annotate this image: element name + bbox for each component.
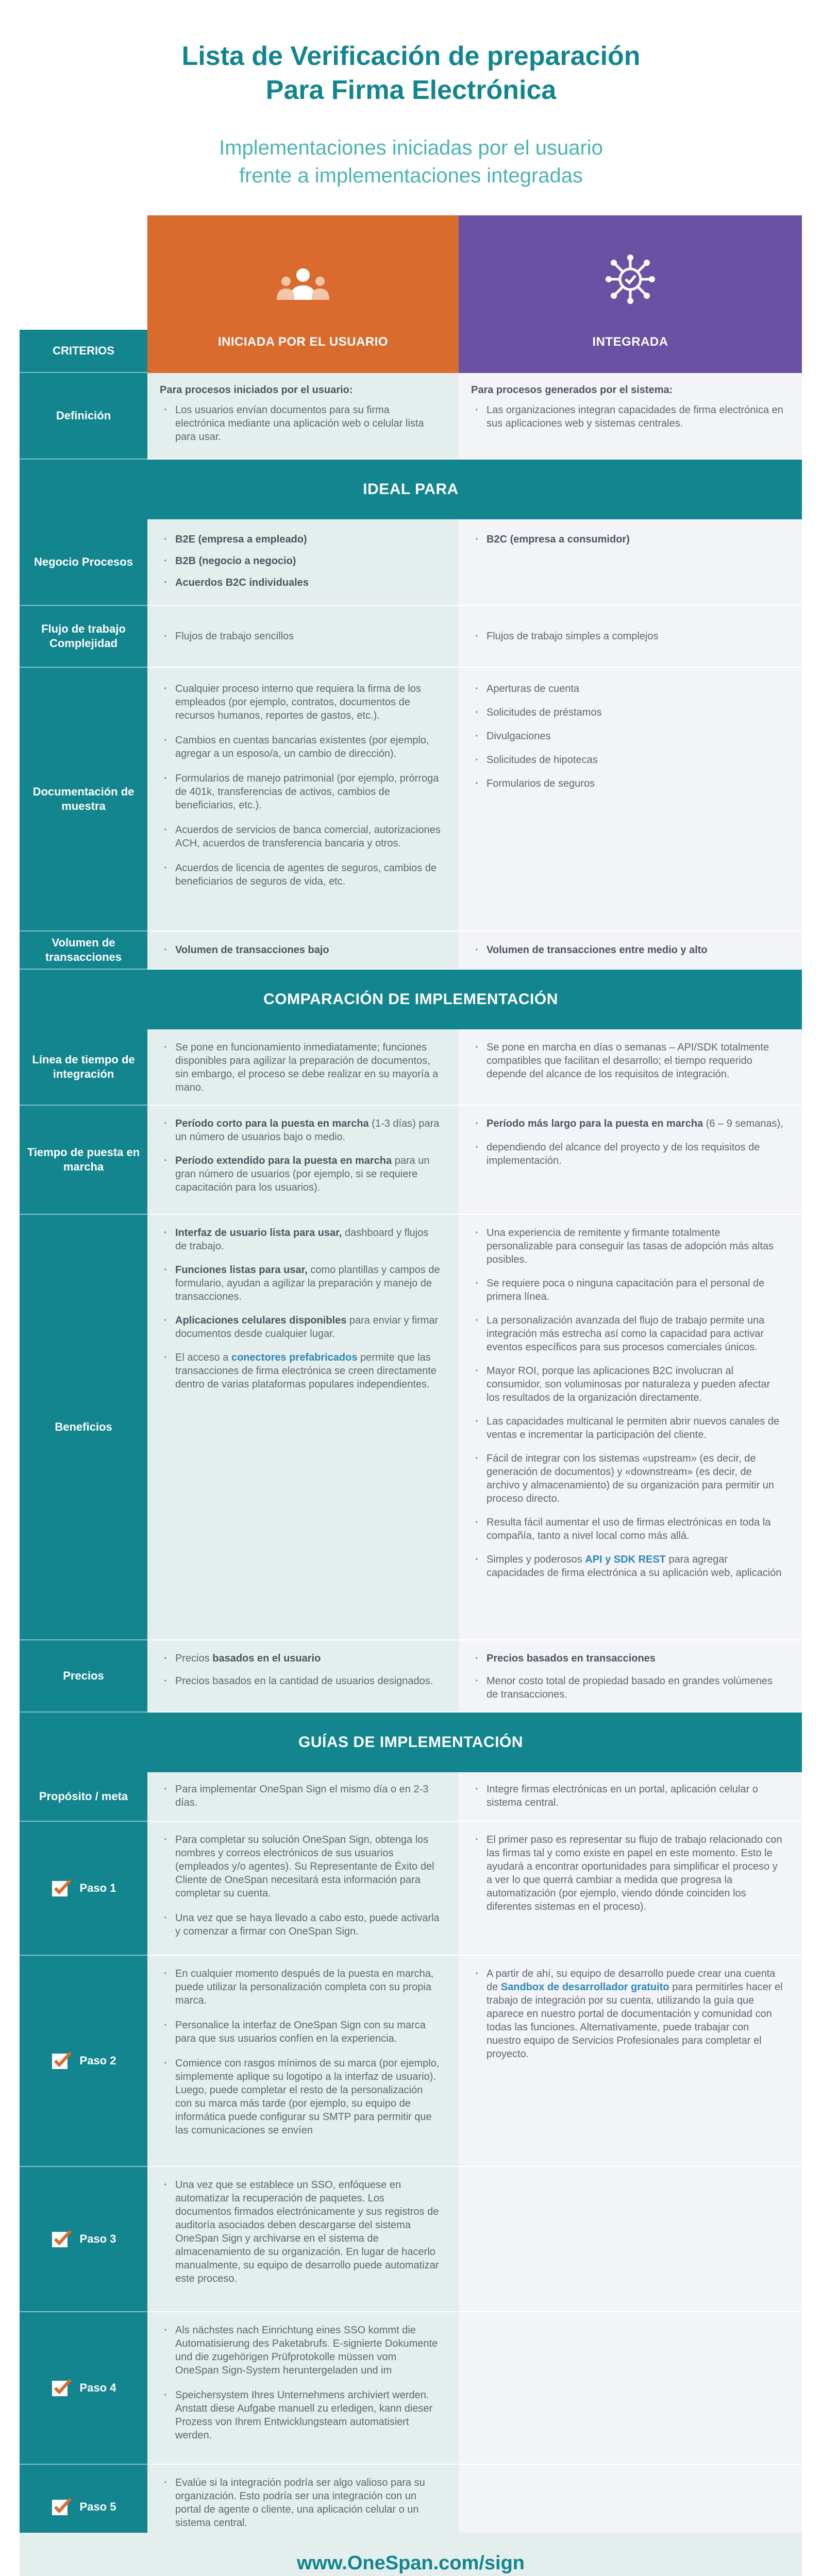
user-cell <box>147 1822 459 1956</box>
checkbox-checked-icon <box>51 2050 73 2071</box>
step-1-row <box>20 1822 802 1956</box>
integrated-cell <box>459 1106 802 1215</box>
list-item <box>160 1263 441 1303</box>
list-item: · Evalúe si la integración podría ser algo valioso para su organización. Esto podría ser una integración con un portal de agente o cliente, una aplicación celular o un sistema central. <box>160 2476 441 2530</box>
title-line-2: Para Firma Electrónica <box>265 75 557 105</box>
title-line-1: Lista de Verificación de preparación <box>181 41 641 71</box>
list-item: · Volumen de transacciones entre medio y alto <box>471 943 708 957</box>
step-2-row <box>20 1956 802 2167</box>
criteria-label: Definición <box>20 373 147 460</box>
list-item <box>471 1967 784 2061</box>
criteria-header-row <box>20 330 802 373</box>
cell-lead: Para procesos generados por el sistema: <box>471 384 673 396</box>
criteria-label: Precios <box>20 1640 147 1713</box>
integrated-column-label: INTEGRADA <box>592 335 668 349</box>
footer-url-link[interactable]: www.OneSpan.com/sign <box>297 2552 525 2574</box>
users-group-icon <box>275 267 331 305</box>
list-item: · La personalización avanzada del flujo de trabajo permite una integración más estrecha así como la capacidad para activar eventos específicos para sus procesos comerciales únicos. <box>471 1314 784 1354</box>
list-item <box>471 1553 784 1580</box>
text: A partir de ahí, su equipo de desarrollo puede crear una cuenta de <box>487 1968 776 1993</box>
user-column-label: INICIADA POR EL USUARIO <box>217 335 389 349</box>
list-item: · Flujos de trabajo simples a complejos <box>471 630 659 643</box>
step-4-row <box>20 2312 802 2465</box>
list-item: · Se pone en funcionamiento inmediatamente; funciones disponibles para agilizar la preparación de documentos, sin embargo, el proceso se debe realizar en su mayoría a mano. <box>160 1041 441 1094</box>
user-cell <box>147 1029 459 1106</box>
text: como plantillas y campos de formulario, ayudan a agilizar la preparación y manejo de transacciones. <box>175 1264 440 1302</box>
page-subtitle <box>0 134 822 190</box>
list-item: · dependiendo del alcance del proyecto y de los requisitos de implementación. <box>471 1141 784 1167</box>
text: Simples y poderosos <box>487 1554 585 1565</box>
list-item: · Una vez que se haya llevado a cabo esto, puede activarla y comenzar a firmar con OneSpan Sign. <box>160 1911 441 1938</box>
benefits-row <box>20 1215 802 1640</box>
list-item: · Flujos de trabajo sencillos <box>160 630 294 643</box>
list-item: · Aperturas de cuenta <box>471 682 784 696</box>
list-item: · Als nächstes nach Einrichtung eines SSO kommt die Automatisierung des Paketabrufs. E-signierte Dokumente und die zugehörigen Prüfprotokolle müssen vom OneSpan Sign-System heruntergeladen und im <box>160 2324 441 2377</box>
list-item: · Resulta fácil aumentar el uso de firmas electrónicas en toda la compañía, tanto a nivel local como más allá. <box>471 1516 784 1543</box>
list-item: · Formularios de seguros <box>471 777 784 790</box>
user-cell <box>147 931 459 970</box>
checkbox-checked-icon <box>51 2229 73 2249</box>
user-cell <box>147 1106 459 1215</box>
text: Precios <box>175 1653 213 1664</box>
list-item: · Para implementar OneSpan Sign el mismo día o en 2-3 días. <box>160 1783 441 1809</box>
user-cell <box>147 1215 459 1640</box>
step-label: Paso 5 <box>79 2500 116 2513</box>
step-label: Paso 4 <box>79 2381 116 2394</box>
footer <box>20 2533 802 2576</box>
integrated-cell <box>459 373 802 460</box>
list-item: · Para completar su solución OneSpan Sign, obtenga los nombres y correos electrónicos de sus usuarios (empleados y/o agentes). Su Representante de Éxito del Cliente de OneSpan necesitará esta información para completar su cuenta. <box>160 1833 441 1900</box>
connectors-link[interactable]: conectores prefabricados <box>231 1352 358 1363</box>
step-1-label <box>20 1822 147 1956</box>
sandbox-link[interactable]: Sandbox de desarrollador gratuito <box>500 1981 669 1993</box>
integrated-cell <box>459 1956 802 2167</box>
criteria-label: Negocio Procesos <box>20 519 147 606</box>
user-cell <box>147 1640 459 1713</box>
business-row <box>20 519 802 606</box>
user-cell <box>147 1956 459 2167</box>
definition-row <box>20 373 802 460</box>
list-item: · Divulgaciones <box>471 730 784 743</box>
integrated-cell <box>459 1640 802 1713</box>
list-item: · Comience con rasgos mínimos de su marca (por ejemplo, simplemente aplique su logotipo a la interfaz de usuario). Luego, puede completar el resto de la personalización con su marca más tarde (por ejemplo, su equipo de informática puede configurar su SMTP para permitir que las comunicaciones se envíen <box>160 2057 441 2137</box>
page-title <box>0 39 822 107</box>
text: para agregar capacidades de firma electrónica a su aplicación web, aplicación <box>487 1554 782 1579</box>
criteria-label: Propósito / meta <box>20 1772 147 1822</box>
list-item: · Acuerdos de servicios de banca comercial, autorizaciones ACH, acuerdos de transferencia bancaria y otros. <box>160 823 441 850</box>
checkbox-checked-icon <box>51 1878 73 1899</box>
list-item: · Se pone en marcha en días o semanas – API/SDK totalmente compatibles que facilitan el desarrollo; el tiempo requerido depende del alcance de los requisitos de integración. <box>471 1041 784 1081</box>
list-item: · Menor costo total de propiedad basado en grandes volúmenes de transacciones. <box>471 1674 784 1701</box>
text: para un gran número de usuarios (por ejemplo, si se requiere capacitación para los usuarios). <box>175 1155 430 1193</box>
list-item: · B2E (empresa a empleado) <box>160 533 441 546</box>
criteria-label: Línea de tiempo de integración <box>20 1029 147 1106</box>
criteria-label: Flujo de trabajo Complejidad <box>20 606 147 668</box>
list-item: · Integre firmas electrónicas en un portal, aplicación celular o sistema central. <box>471 1783 784 1809</box>
blank-corner <box>20 215 147 330</box>
checkbox-checked-icon <box>51 2378 73 2398</box>
section-band-comparison: COMPARACIÓN DE IMPLEMENTACIÓN <box>20 970 802 1029</box>
user-cell <box>147 373 459 460</box>
integrated-cell <box>459 1822 802 1956</box>
user-cell <box>147 2167 459 2312</box>
list-item: · Formularios de manejo patrimonial (por ejemplo, prórroga de 401k, transferencias de activos, cambios de beneficiarios, etc.). <box>160 772 441 812</box>
integrated-column-label-cell <box>459 330 802 373</box>
list-item: · Cualquier proceso interno que requiera la firma de los empleados (por ejemplo, contratos, documentos de recursos humanos, reportes de gastos, etc.). <box>160 682 441 722</box>
subtitle-line-2: frente a implementaciones integradas <box>239 164 583 187</box>
list-item <box>160 1226 441 1253</box>
user-cell <box>147 606 459 668</box>
user-column-label-cell <box>147 330 459 373</box>
list-item: · Fácil de integrar con los sistemas «upstream» (es decir, de generación de documentos) y «downstream» (es decir, de archivo y almacenamiento) de su organización para permitir un proceso directo. <box>471 1452 784 1505</box>
list-item: · Mayor ROI, porque las aplicaciones B2C involucran al consumidor, son voluminosas por naturaleza y pueden afectar los resultados de la organización directamente. <box>471 1364 784 1404</box>
list-item: · Solicitudes de préstamos <box>471 706 784 719</box>
list-item <box>160 1652 441 1665</box>
section-band-guides: GUÍAS DE IMPLEMENTACIÓN <box>20 1713 802 1772</box>
user-cell <box>147 1772 459 1822</box>
list-item: · Las capacidades multicanal le permiten abrir nuevos canales de ventas e incrementar la participación del cliente. <box>471 1415 784 1442</box>
documents-row <box>20 668 802 931</box>
list-item: · Una experiencia de remitente y firmante totalmente personalizable para conseguir las tasas de adopción más altas posibles. <box>471 1226 784 1266</box>
criteria-label: Tiempo de puesta en marcha <box>20 1106 147 1215</box>
list-item: · El primer paso es representar su flujo de trabajo relacionado con las firmas tal y como existe en papel en este momento. Esto le ayudará a encontrar oportunidades para simplificar el proceso y a ver lo que querrá cambiar a medida que progresa la automatización (por ejemplo, viendo dónde coinciden los diferentes sistemas en el proceso). <box>471 1833 784 1913</box>
step-2-label <box>20 1956 147 2167</box>
emphasis: basados en el usuario <box>212 1653 321 1664</box>
volume-row <box>20 931 802 970</box>
list-item: · Se requiere poca o ninguna capacitación para el personal de primera línea. <box>471 1277 784 1303</box>
list-item: · B2B (negocio a negocio) <box>160 554 441 568</box>
integrated-cell <box>459 1215 802 1640</box>
step-3-row <box>20 2167 802 2312</box>
integration-hub-icon <box>605 253 656 305</box>
list-item: · Acuerdos de licencia de agentes de seguros, cambios de beneficiarios de seguros de vida, etc. <box>160 861 441 888</box>
list-item: · Speichersystem Ihres Unternehmens archiviert werden. Anstatt diese Aufgabe manuell zu erledigen, kann dieser Prozess von Ihrem Entwicklungsteam automatisiert werden. <box>160 2388 441 2442</box>
list-item: · Personalice la interfaz de OneSpan Sign con su marca para que sus usuarios confíen en la experiencia. <box>160 2019 441 2045</box>
user-cell <box>147 2312 459 2465</box>
integrated-cell <box>459 2167 802 2312</box>
emphasis: Período corto para la puesta en marcha <box>175 1118 369 1129</box>
integrated-cell <box>459 606 802 668</box>
text: (1-3 días) para un número de usuarios bajo o medio. <box>175 1118 440 1143</box>
integrated-cell <box>459 1029 802 1106</box>
list-item <box>160 1154 441 1194</box>
text: para permitirles hacer el trabajo de integración por su cuenta, utilizando la guía que aparece en nuestro portal de documentación y comunidad con todas las funciones. Alternativamente, puede trabajar con nuestro equipo de Servicios Profesionales para completar el proyecto. <box>487 1981 783 2060</box>
step-4-label <box>20 2312 147 2465</box>
list-item: · B2C (empresa a consumidor) <box>471 533 784 546</box>
header <box>0 0 822 190</box>
list-item: · Una vez que se establece un SSO, enfóquese en automatizar la recuperación de paquetes. Los documentos firmados electrónicamente y sus registros de auditoría asociados deben descargarse del sistema OneSpan Sign y archivarse en el sistema de almacenamiento de su organización. En lugar de hacerlo manualmente, su equipo de desarrollo puede automatizar este proceso. <box>160 2178 441 2285</box>
emphasis: Aplicaciones celulares disponibles <box>175 1315 347 1326</box>
integrated-cell <box>459 519 802 606</box>
golive-row <box>20 1106 802 1215</box>
list-item <box>160 1314 441 1341</box>
user-column-head <box>147 215 459 330</box>
purpose-row <box>20 1772 802 1822</box>
cell-lead: Para procesos iniciados por el usuario: <box>160 384 353 396</box>
list-item: · Volumen de transacciones bajo <box>160 943 329 957</box>
criteria-label: Documentación de muestra <box>20 668 147 931</box>
list-item: · Cambios en cuentas bancarias existentes (por ejemplo, agregar a un esposo/a, un cambio de dirección). <box>160 734 441 760</box>
list-item <box>160 1351 441 1391</box>
step-label: Paso 3 <box>79 2232 116 2245</box>
emphasis: Interfaz de usuario lista para usar, <box>175 1227 342 1239</box>
checklist-table <box>20 215 802 2550</box>
step-3-label <box>20 2167 147 2312</box>
emphasis: Período más largo para la puesta en marcha <box>487 1118 703 1129</box>
integrated-cell <box>459 2312 802 2465</box>
pricing-row <box>20 1640 802 1713</box>
subtitle-line-1: Implementaciones iniciadas por el usuario <box>219 137 603 159</box>
criteria-label: Beneficios <box>20 1215 147 1640</box>
column-icons-row <box>20 215 802 330</box>
checkbox-checked-icon <box>51 2497 73 2517</box>
emphasis: Funciones listas para usar, <box>175 1264 308 1276</box>
text: (6 – 9 semanas), <box>703 1118 783 1129</box>
list-item: · Solicitudes de hipotecas <box>471 753 784 767</box>
user-cell <box>147 668 459 931</box>
criteria-header: CRITERIOS <box>20 330 147 373</box>
integrated-column-head <box>459 215 802 330</box>
emphasis: Período extendido para la puesta en marcha <box>175 1155 392 1166</box>
list-item <box>471 1117 784 1130</box>
text: El acceso a <box>175 1352 231 1363</box>
list-item: · Los usuarios envían documentos para su firma electrónica mediante una aplicación web o celular lista para usar. <box>160 403 441 444</box>
api-sdk-link[interactable]: API y SDK REST <box>585 1554 666 1565</box>
timeline-row <box>20 1029 802 1106</box>
workflow-row <box>20 606 802 668</box>
integrated-cell <box>459 1772 802 1822</box>
integrated-cell <box>459 931 802 970</box>
integrated-cell <box>459 668 802 931</box>
text: dashboard y flujos de trabajo. <box>175 1227 429 1252</box>
text: para enviar y firmar documentos desde cualquier lugar. <box>175 1315 439 1340</box>
criteria-label: Volumen de transacciones <box>20 931 147 970</box>
list-item <box>160 1117 441 1144</box>
user-cell <box>147 519 459 606</box>
text: permite que las transacciones de firma electrónica se creen directamente dentro de varias plataformas populares independientes. <box>175 1352 437 1390</box>
list-item: · Precios basados en la cantidad de usuarios designados. <box>160 1674 441 1688</box>
step-label: Paso 2 <box>79 2054 116 2067</box>
section-band-ideal: IDEAL PARA <box>20 460 802 519</box>
list-item: · Precios basados en transacciones <box>471 1652 784 1665</box>
list-item: · Acuerdos B2C individuales <box>160 576 441 589</box>
list-item: · Las organizaciones integran capacidades de firma electrónica en sus aplicaciones web y sistemas centrales. <box>471 403 784 430</box>
list-item: · En cualquier momento después de la puesta en marcha, puede utilizar la personalización completa con su propia marca. <box>160 1967 441 2007</box>
step-label: Paso 1 <box>79 1882 116 1894</box>
